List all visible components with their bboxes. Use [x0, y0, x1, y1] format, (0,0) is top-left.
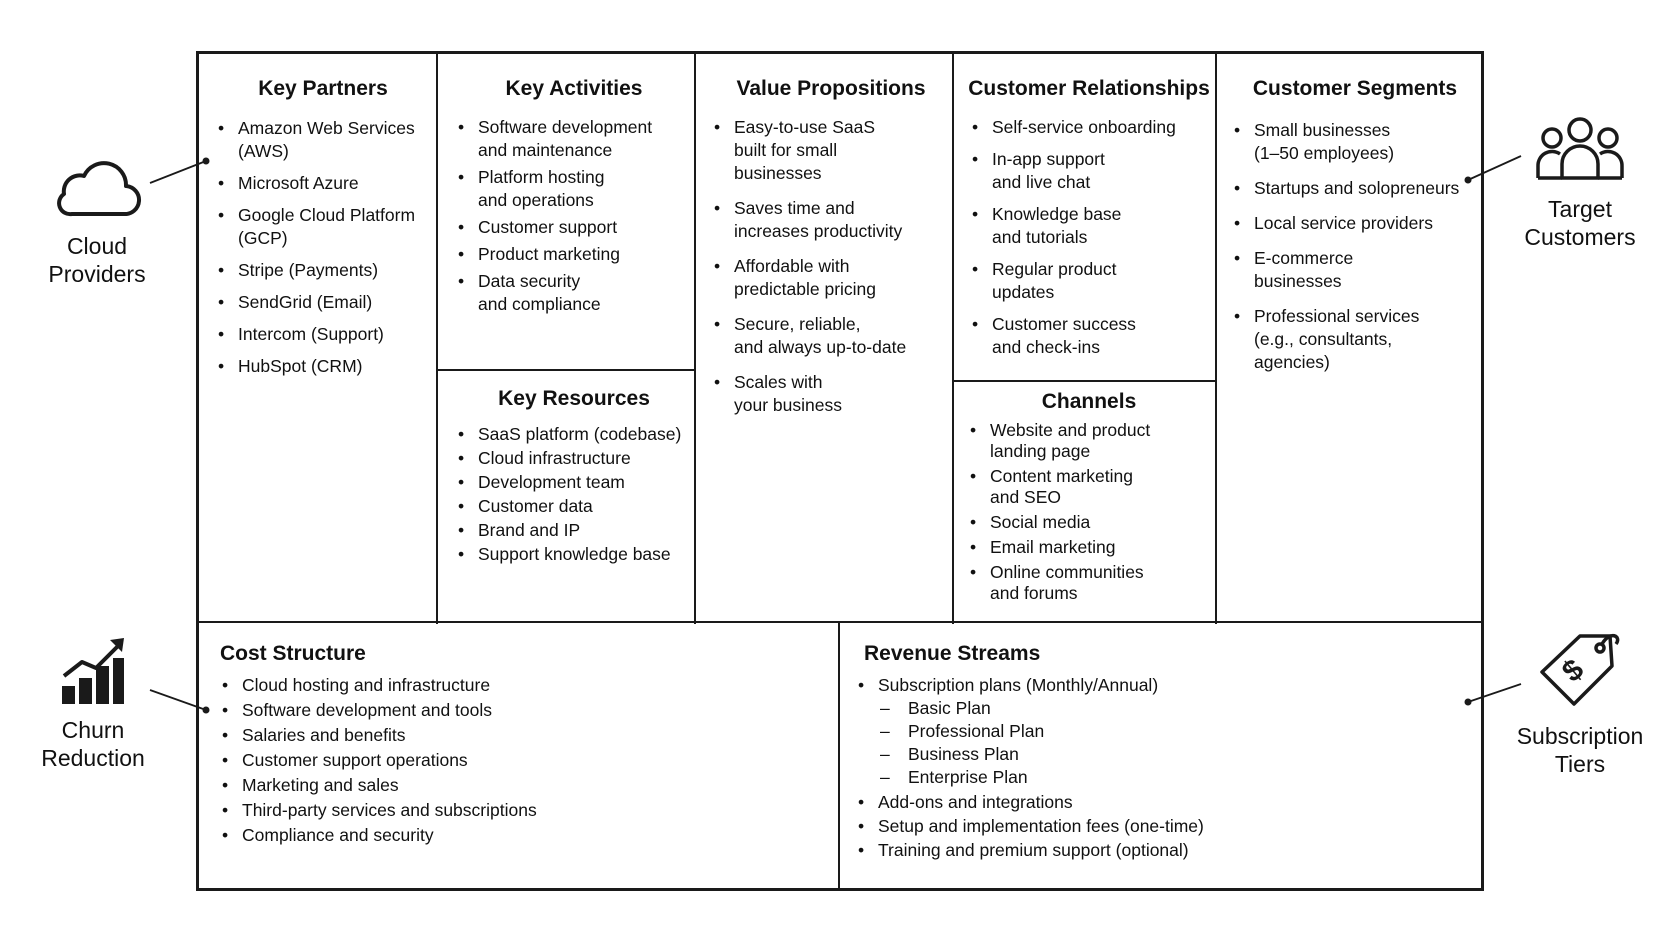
customer-relationships-title: Customer Relationships [968, 77, 1210, 100]
revenue-streams-block [864, 642, 1464, 863]
key-partners-list [216, 117, 434, 378]
revenue-streams-title: Revenue Streams [864, 642, 1041, 665]
list-item: • Customer support operations [220, 749, 820, 772]
list-item: • Development team [456, 471, 692, 494]
divider-relationships-segments [1215, 51, 1217, 624]
channels-title: Channels [1041, 390, 1137, 413]
revenue-other-list [856, 791, 1464, 862]
subscription-tiers-label: Subscription Tiers [1516, 723, 1644, 777]
list-item: • Customer data [456, 495, 692, 518]
list-item: • Customer support [456, 216, 692, 239]
list-item: • E-commerce businesses [1232, 247, 1482, 293]
churn-reduction-label: Churn Reduction [41, 717, 145, 771]
list-item: • Professional services (e.g., consultants, agencies) [1232, 305, 1482, 374]
cost-structure-list [220, 674, 820, 847]
list-item: – Basic Plan [878, 697, 1464, 720]
list-item: • SendGrid (Email) [216, 291, 434, 314]
list-item: – Enterprise Plan [878, 766, 1464, 789]
list-item: • Website and product landing page [968, 420, 1214, 462]
value-propositions-title: Value Propositions [736, 77, 926, 100]
key-partners-title: Key Partners [258, 77, 388, 100]
key-activities-block [456, 77, 692, 320]
list-item: • Knowledge base and tutorials [970, 203, 1214, 249]
list-item: • Marketing and sales [220, 774, 820, 797]
cloud-icon [54, 156, 142, 220]
list-item: – Business Plan [878, 743, 1464, 766]
subscription-plans-list [878, 697, 1464, 789]
divider-cost-revenue [838, 621, 840, 891]
bar-chart-up-icon [60, 636, 126, 706]
divider-activities-resources [436, 369, 696, 371]
list-item: • SaaS platform (codebase) [456, 423, 692, 446]
value-propositions-list [712, 116, 950, 417]
key-resources-block [456, 387, 692, 567]
list-item: – Professional Plan [878, 720, 1464, 743]
list-item: • Support knowledge base [456, 543, 692, 566]
list-item: • Local service providers [1232, 212, 1482, 235]
list-item: • Google Cloud Platform (GCP) [216, 204, 434, 250]
divider-relationships-channels [952, 380, 1217, 382]
key-resources-title: Key Resources [498, 387, 650, 410]
dollar-price-tag-icon [1536, 628, 1622, 710]
list-item: • Email marketing [968, 537, 1214, 558]
list-item: • Platform hosting and operations [456, 166, 692, 212]
list-item: • Customer success and check-ins [970, 313, 1214, 359]
list-item: • Small businesses (1–50 employees) [1232, 119, 1482, 165]
divider-activities-value [694, 51, 696, 624]
key-partners-block [212, 77, 434, 387]
list-item: • In-app support and live chat [970, 148, 1214, 194]
list-item: • Compliance and security [220, 824, 820, 847]
list-item: • Affordable with predictable pricing [712, 255, 950, 301]
list-item: • Social media [968, 512, 1214, 533]
cost-structure-title: Cost Structure [220, 642, 366, 665]
list-item: • Microsoft Azure [216, 172, 434, 195]
customer-relationships-list [970, 116, 1214, 359]
list-item: • Software development and maintenance [456, 116, 692, 162]
key-resources-list [456, 423, 692, 566]
channels-block [964, 390, 1214, 608]
list-item: • HubSpot (CRM) [216, 355, 434, 378]
key-activities-list [456, 116, 692, 316]
revenue-subscription-label: Subscription plans (Monthly/Annual) [878, 675, 1159, 695]
list-item: • Online communities and forums [968, 562, 1214, 604]
list-item: • Training and premium support (optional) [856, 839, 1464, 862]
list-item: • Content marketing and SEO [968, 466, 1214, 508]
customer-segments-block [1228, 77, 1482, 386]
list-item: • Software development and tools [220, 699, 820, 722]
list-item: • Setup and implementation fees (one-time) [856, 815, 1464, 838]
list-item: • Stripe (Payments) [216, 259, 434, 282]
list-item: • Easy-to-use SaaS built for small businesses [712, 116, 950, 185]
list-item: • Scales with your business [712, 371, 950, 417]
people-group-icon [1534, 116, 1626, 182]
list-item: • Salaries and benefits [220, 724, 820, 747]
divider-partners-activities [436, 51, 438, 624]
revenue-streams-list [856, 674, 1464, 789]
list-item: • Add-ons and integrations [856, 791, 1464, 814]
target-customers-label: Target Customers [1524, 196, 1636, 250]
list-item: • Intercom (Support) [216, 323, 434, 346]
list-item: • Secure, reliable, and always up-to-date [712, 313, 950, 359]
revenue-subscription-item [856, 674, 1464, 789]
list-item: • Cloud infrastructure [456, 447, 692, 470]
cloud-providers-label: Cloud Providers [48, 233, 146, 287]
cost-structure-block [220, 642, 820, 849]
list-item: • Third-party services and subscriptions [220, 799, 820, 822]
customer-relationships-block [964, 77, 1214, 368]
customer-segments-title: Customer Segments [1252, 77, 1458, 100]
customer-segments-list [1232, 119, 1482, 374]
list-item: • Amazon Web Services (AWS) [216, 117, 434, 163]
key-activities-title: Key Activities [505, 77, 643, 100]
svg-text:$: $ [1556, 652, 1591, 689]
list-item: • Cloud hosting and infrastructure [220, 674, 820, 697]
list-item: • Brand and IP [456, 519, 692, 542]
list-item: • Startups and solopreneurs [1232, 177, 1482, 200]
value-propositions-block [712, 77, 950, 429]
divider-value-relationships [952, 51, 954, 624]
list-item: • Data security and compliance [456, 270, 692, 316]
channels-list [968, 420, 1214, 604]
list-item: • Saves time and increases productivity [712, 197, 950, 243]
list-item: • Product marketing [456, 243, 692, 266]
list-item: • Regular product updates [970, 258, 1214, 304]
list-item: • Self-service onboarding [970, 116, 1214, 139]
divider-top-bottom [196, 621, 1484, 623]
